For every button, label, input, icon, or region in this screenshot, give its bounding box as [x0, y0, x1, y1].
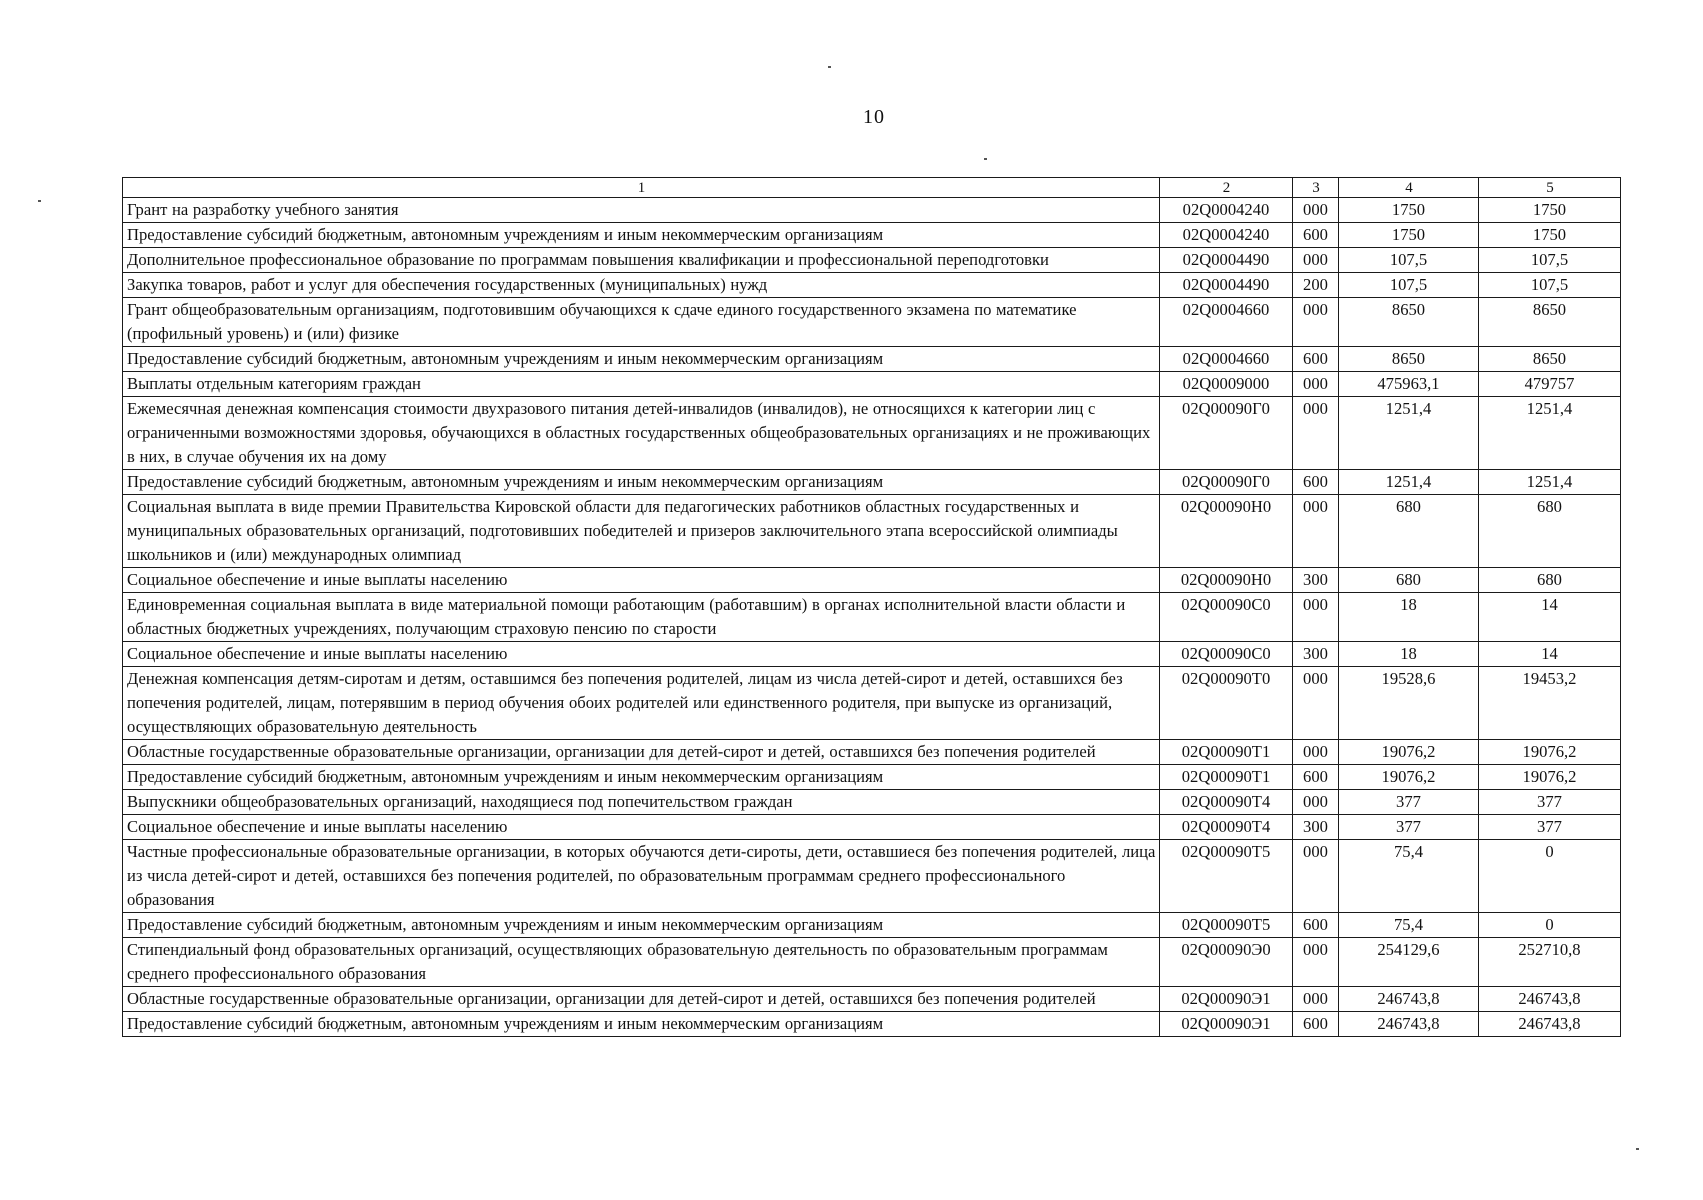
table-row	[123, 667, 1621, 740]
row-name-cell: Социальное обеспечение и иные выплаты населению	[123, 642, 1160, 667]
row-type-cell: 300	[1293, 568, 1339, 593]
table-row	[123, 1012, 1621, 1037]
row-name-cell: Предоставление субсидий бюджетным, автономным учреждениям и иным некоммерческим организациям	[123, 347, 1160, 372]
scan-speck	[1636, 1148, 1639, 1150]
row-code-cell: 02Q00090Н0	[1160, 568, 1293, 593]
row-value-1-cell: 75,4	[1339, 913, 1479, 938]
row-name-cell: Предоставление субсидий бюджетным, автономным учреждениям и иным некоммерческим организациям	[123, 470, 1160, 495]
row-value-1-cell: 8650	[1339, 298, 1479, 347]
table-row	[123, 913, 1621, 938]
row-value-1-cell: 19076,2	[1339, 740, 1479, 765]
row-type-cell: 300	[1293, 642, 1339, 667]
row-value-2-cell: 0	[1479, 840, 1621, 913]
row-value-1-cell: 75,4	[1339, 840, 1479, 913]
row-value-1-cell: 377	[1339, 815, 1479, 840]
table-row	[123, 470, 1621, 495]
table-row	[123, 987, 1621, 1012]
table-row	[123, 642, 1621, 667]
row-code-cell: 02Q0004490	[1160, 248, 1293, 273]
row-code-cell: 02Q00090Г0	[1160, 397, 1293, 470]
row-value-1-cell: 246743,8	[1339, 1012, 1479, 1037]
row-code-cell: 02Q00090Т4	[1160, 815, 1293, 840]
page-number: 10	[863, 106, 885, 128]
row-name-cell: Областные государственные образовательные организации, организации для детей-сирот и детей, оставшихся без попечения родителей	[123, 740, 1160, 765]
row-value-2-cell: 19076,2	[1479, 765, 1621, 790]
row-code-cell: 02Q0004490	[1160, 273, 1293, 298]
header-col-value-2: 5	[1479, 178, 1621, 198]
row-value-1-cell: 19528,6	[1339, 667, 1479, 740]
row-value-2-cell: 252710,8	[1479, 938, 1621, 987]
row-type-cell: 600	[1293, 347, 1339, 372]
row-type-cell: 600	[1293, 765, 1339, 790]
row-value-2-cell: 377	[1479, 790, 1621, 815]
row-name-cell: Денежная компенсация детям-сиротам и детям, оставшимся без попечения родителей, лицам из числа детей-сирот и детей, оставшихся без попечения родителей, лицам, потерявшим в период обучения обоих родителей или единственного родителя, при выпуске из организаций, осуществляющих образовательную деятельность	[123, 667, 1160, 740]
row-type-cell: 000	[1293, 372, 1339, 397]
table-row	[123, 372, 1621, 397]
row-value-1-cell: 680	[1339, 568, 1479, 593]
row-name-cell: Выпускники общеобразовательных организаций, находящиеся под попечительством граждан	[123, 790, 1160, 815]
row-type-cell: 000	[1293, 987, 1339, 1012]
row-name-cell: Закупка товаров, работ и услуг для обеспечения государственных (муниципальных) нужд	[123, 273, 1160, 298]
row-value-1-cell: 254129,6	[1339, 938, 1479, 987]
row-type-cell: 000	[1293, 593, 1339, 642]
row-type-cell: 000	[1293, 298, 1339, 347]
table-row	[123, 347, 1621, 372]
row-name-cell: Социальное обеспечение и иные выплаты населению	[123, 815, 1160, 840]
row-type-cell: 000	[1293, 740, 1339, 765]
row-value-2-cell: 246743,8	[1479, 1012, 1621, 1037]
row-value-2-cell: 8650	[1479, 298, 1621, 347]
row-code-cell: 02Q0004660	[1160, 298, 1293, 347]
row-value-2-cell: 680	[1479, 568, 1621, 593]
table-row	[123, 938, 1621, 987]
budget-table	[122, 177, 1621, 1037]
row-code-cell: 02Q00090Э1	[1160, 987, 1293, 1012]
row-name-cell: Предоставление субсидий бюджетным, автономным учреждениям и иным некоммерческим организациям	[123, 913, 1160, 938]
table-row	[123, 495, 1621, 568]
row-type-cell: 000	[1293, 495, 1339, 568]
table-body	[123, 198, 1621, 1037]
row-name-cell: Единовременная социальная выплата в виде материальной помощи работающим (работавшим) в органах исполнительной власти области и областных бюджетных учреждениях, получающим страховую пенсию по старости	[123, 593, 1160, 642]
row-code-cell: 02Q0004660	[1160, 347, 1293, 372]
row-value-2-cell: 14	[1479, 642, 1621, 667]
table-row	[123, 223, 1621, 248]
row-code-cell: 02Q00090Г0	[1160, 470, 1293, 495]
row-name-cell: Грант на разработку учебного занятия	[123, 198, 1160, 223]
row-value-2-cell: 0	[1479, 913, 1621, 938]
row-code-cell: 02Q00090Э0	[1160, 938, 1293, 987]
row-name-cell: Стипендиальный фонд образовательных организаций, осуществляющих образовательную деятельность по образовательным программам среднего профессионального образования	[123, 938, 1160, 987]
row-code-cell: 02Q0009000	[1160, 372, 1293, 397]
row-value-2-cell: 19076,2	[1479, 740, 1621, 765]
row-type-cell: 000	[1293, 397, 1339, 470]
row-value-1-cell: 18	[1339, 593, 1479, 642]
table-row	[123, 815, 1621, 840]
row-type-cell: 200	[1293, 273, 1339, 298]
row-name-cell: Грант общеобразовательным организациям, подготовившим обучающихся к сдаче единого государственного экзамена по математике (профильный уровень) и (или) физике	[123, 298, 1160, 347]
row-value-1-cell: 1251,4	[1339, 470, 1479, 495]
header-row	[123, 178, 1621, 198]
row-name-cell: Социальное обеспечение и иные выплаты населению	[123, 568, 1160, 593]
table-row	[123, 198, 1621, 223]
row-name-cell: Социальная выплата в виде премии Правительства Кировской области для педагогических работников областных государственных и муниципальных образовательных организаций, подготовивших победителей и призеров заключительного этапа всероссийской олимпиады школьников и (или) международных олимпиад	[123, 495, 1160, 568]
row-value-2-cell: 1750	[1479, 223, 1621, 248]
row-value-2-cell: 377	[1479, 815, 1621, 840]
row-name-cell: Выплаты отдельным категориям граждан	[123, 372, 1160, 397]
table-row	[123, 298, 1621, 347]
row-value-2-cell: 1251,4	[1479, 470, 1621, 495]
row-type-cell: 000	[1293, 938, 1339, 987]
header-col-code: 2	[1160, 178, 1293, 198]
row-code-cell: 02Q00090Т5	[1160, 913, 1293, 938]
row-name-cell: Областные государственные образовательные организации, организации для детей-сирот и детей, оставшихся без попечения родителей	[123, 987, 1160, 1012]
row-value-1-cell: 1251,4	[1339, 397, 1479, 470]
row-value-2-cell: 19453,2	[1479, 667, 1621, 740]
row-code-cell: 02Q00090С0	[1160, 593, 1293, 642]
row-code-cell: 02Q00090Т5	[1160, 840, 1293, 913]
row-code-cell: 02Q00090С0	[1160, 642, 1293, 667]
table-row	[123, 568, 1621, 593]
scan-speck	[38, 200, 41, 202]
header-col-type: 3	[1293, 178, 1339, 198]
row-code-cell: 02Q00090Т1	[1160, 740, 1293, 765]
row-code-cell: 02Q00090Н0	[1160, 495, 1293, 568]
row-value-2-cell: 1750	[1479, 198, 1621, 223]
scan-speck	[828, 66, 831, 68]
row-value-1-cell: 8650	[1339, 347, 1479, 372]
table-row	[123, 840, 1621, 913]
row-value-1-cell: 246743,8	[1339, 987, 1479, 1012]
row-value-1-cell: 107,5	[1339, 273, 1479, 298]
row-value-2-cell: 1251,4	[1479, 397, 1621, 470]
row-value-1-cell: 1750	[1339, 223, 1479, 248]
row-type-cell: 000	[1293, 248, 1339, 273]
row-code-cell: 02Q00090Т0	[1160, 667, 1293, 740]
row-value-2-cell: 246743,8	[1479, 987, 1621, 1012]
header-col-value-1: 4	[1339, 178, 1479, 198]
row-value-2-cell: 107,5	[1479, 248, 1621, 273]
row-value-1-cell: 475963,1	[1339, 372, 1479, 397]
row-value-1-cell: 19076,2	[1339, 765, 1479, 790]
header-col-name: 1	[123, 178, 1160, 198]
row-type-cell: 600	[1293, 913, 1339, 938]
row-type-cell: 000	[1293, 198, 1339, 223]
table-row	[123, 593, 1621, 642]
row-type-cell: 000	[1293, 840, 1339, 913]
row-value-2-cell: 479757	[1479, 372, 1621, 397]
table-row	[123, 790, 1621, 815]
row-name-cell: Ежемесячная денежная компенсация стоимости двухразового питания детей-инвалидов (инвалидов), не относящихся к категории лиц с ограниченными возможностями здоровья, обучающихся в областных государственных общеобразовательных организациях и не проживающих в них, в случае обучения их на дому	[123, 397, 1160, 470]
scan-speck	[984, 158, 987, 160]
row-code-cell: 02Q00090Т1	[1160, 765, 1293, 790]
row-name-cell: Дополнительное профессиональное образование по программам повышения квалификации и профессиональной переподготовки	[123, 248, 1160, 273]
row-value-1-cell: 18	[1339, 642, 1479, 667]
row-type-cell: 000	[1293, 790, 1339, 815]
row-value-1-cell: 377	[1339, 790, 1479, 815]
row-name-cell: Частные профессиональные образовательные организации, в которых обучаются дети-сироты, дети, оставшиеся без попечения родителей, лица из числа детей-сирот и детей, оставшихся без попечения родителей, по образовательным программам среднего профессионального образования	[123, 840, 1160, 913]
table-row	[123, 273, 1621, 298]
row-value-1-cell: 680	[1339, 495, 1479, 568]
row-name-cell: Предоставление субсидий бюджетным, автономным учреждениям и иным некоммерческим организациям	[123, 1012, 1160, 1037]
row-value-2-cell: 8650	[1479, 347, 1621, 372]
row-type-cell: 300	[1293, 815, 1339, 840]
table-row	[123, 740, 1621, 765]
row-value-1-cell: 107,5	[1339, 248, 1479, 273]
table-row	[123, 397, 1621, 470]
row-code-cell: 02Q00090Т4	[1160, 790, 1293, 815]
row-code-cell: 02Q0004240	[1160, 198, 1293, 223]
row-name-cell: Предоставление субсидий бюджетным, автономным учреждениям и иным некоммерческим организациям	[123, 765, 1160, 790]
row-value-2-cell: 680	[1479, 495, 1621, 568]
row-type-cell: 600	[1293, 470, 1339, 495]
row-type-cell: 000	[1293, 667, 1339, 740]
row-code-cell: 02Q0004240	[1160, 223, 1293, 248]
table-row	[123, 765, 1621, 790]
row-type-cell: 600	[1293, 1012, 1339, 1037]
row-name-cell: Предоставление субсидий бюджетным, автономным учреждениям и иным некоммерческим организациям	[123, 223, 1160, 248]
row-type-cell: 600	[1293, 223, 1339, 248]
row-code-cell: 02Q00090Э1	[1160, 1012, 1293, 1037]
table-row	[123, 248, 1621, 273]
row-value-1-cell: 1750	[1339, 198, 1479, 223]
row-value-2-cell: 107,5	[1479, 273, 1621, 298]
row-value-2-cell: 14	[1479, 593, 1621, 642]
